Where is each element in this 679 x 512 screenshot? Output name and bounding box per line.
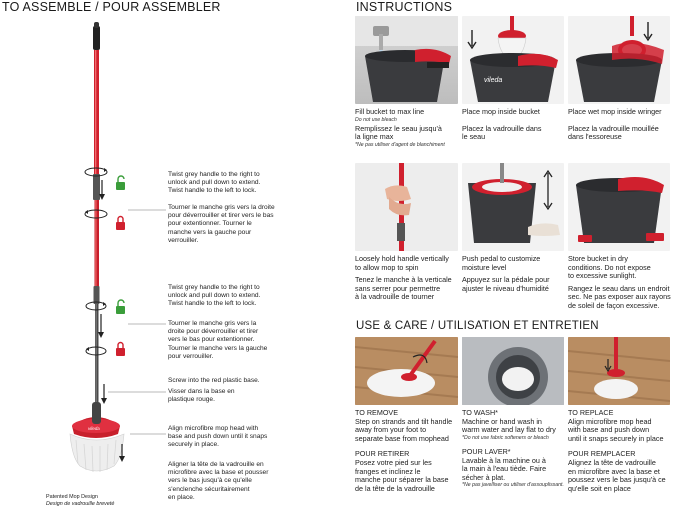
lock-icon-2 [116,343,125,356]
arrow-updown-icon [544,171,552,209]
arrow-down-icon-3 [101,398,107,404]
arrow-down-icon-bucket [468,30,476,48]
care-remove: TO REMOVE Step on strands and tilt handle away from your foot to separate base from mophead POUR RETIRER Posez votre pied sur les franges et inclinez le manche pour séparer la base de la tête de la vadrouille [355,408,453,493]
photo-pedal [462,163,564,251]
photo-mop-in-wringer [568,16,670,104]
photo-store [568,163,670,251]
mop-logo-text: vileda [88,426,100,431]
caption-wringer: Place wet mop inside wringer Placez la vadrouille mouillée dans l'essoreuse [568,107,662,142]
photo-replace [568,337,670,405]
photo-remove [355,337,458,405]
arrow-down-icon-wringer [644,22,652,40]
patent-note: Patented Mop Design Design de vadrouille breveté [46,494,115,507]
step4-fr: Aligner la tête de la vadrouille en microfibre avec la base et pousser vers le bas jusqu'à ce qu'elle s'enclenche sécuritairement en place. [168,461,269,501]
step2-fr: Tourner le manche gris vers la droite pour déverrouiller et tirer vers le bas pour extentionner. Tourner le manche vers la gauche pour verrouiller. [168,320,268,360]
care-replace: TO REPLACE Align microfibre mop head with base and push down until it snaps securely in place POUR REMPLACER Alignez la tête de vadrouille en microfibre avec la base et poussez vers le bas jusqu'à ce qu'elle soit en place [568,408,666,493]
arrow-down-icon-4 [119,456,125,462]
unlock-icon-2 [116,300,125,314]
unlock-icon [116,176,125,190]
caption-spin: Loosely hold handle vertically to allow mop to spin Tenez le manche à la verticale sans serrer pour permettre à la vadrouille de tourner [355,254,452,302]
bucket-logo: vileda [484,77,503,84]
care-wash: TO WASH* Machine or hand wash in warm water and lay flat to dry *Do not use fabric softeners or bleach POUR LAVER* Lavable à la machine ou à la main à l'eau tiède. Faire sécher à plat. *Ne pas javelliser ou utiliser d'assouplissant. [462,408,564,489]
step1-fr: Tourner le manche gris vers la droite pour déverrouiller et tirer vers le bas pour extentionner. Tourner le manche vers la gauche pour verrouiller. [168,204,275,244]
step1-en: Twist grey handle to the right to unlock and pull down to extend. Twist handle to the left to lock. [168,171,261,195]
caption-pedal: Push pedal to customize moisture level Appuyez sur la pédale pour ajuster le niveau d'humidité [462,254,550,293]
caption-store: Store bucket in dry conditions. Do not expose to excessive sunlight. Rangez le seau dans un endroit sec. Ne pas exposer aux rayons de soleil de façon excessive. [568,254,671,310]
instructions-heading: INSTRUCTIONS [356,0,453,14]
step4-en: Align microfibre mop head with base and push down until it snaps securely in place. [168,425,268,449]
caption-fill: Fill bucket to max line Do not use bleach Remplissez le seau jusqu'à la ligne max *Ne pas utiliser d'agent de blanchiment [355,107,445,148]
step3-fr: Visser dans la base en plastique rouge. [168,388,235,404]
assemble-heading: TO ASSEMBLE / POUR ASSEMBLER [2,0,221,14]
step2-en: Twist grey handle to the right to unlock and pull down to extend. Twist handle to the left to lock. [168,284,261,308]
caption-place-mop: Place mop inside bucket Placez la vadrouille dans le seau [462,107,542,142]
photo-mop-in-bucket [462,16,564,104]
mop-illustration [0,14,170,512]
arrow-down-icon-2 [98,332,104,338]
care-heading: USE & CARE / UTILISATION ET ENTRETIEN [356,320,599,332]
photo-wash [462,337,564,405]
photo-fill-bucket [355,16,458,104]
step3-en: Screw into the red plastic base. [168,377,260,384]
photo-spin [355,163,458,251]
lock-icon [116,217,125,231]
